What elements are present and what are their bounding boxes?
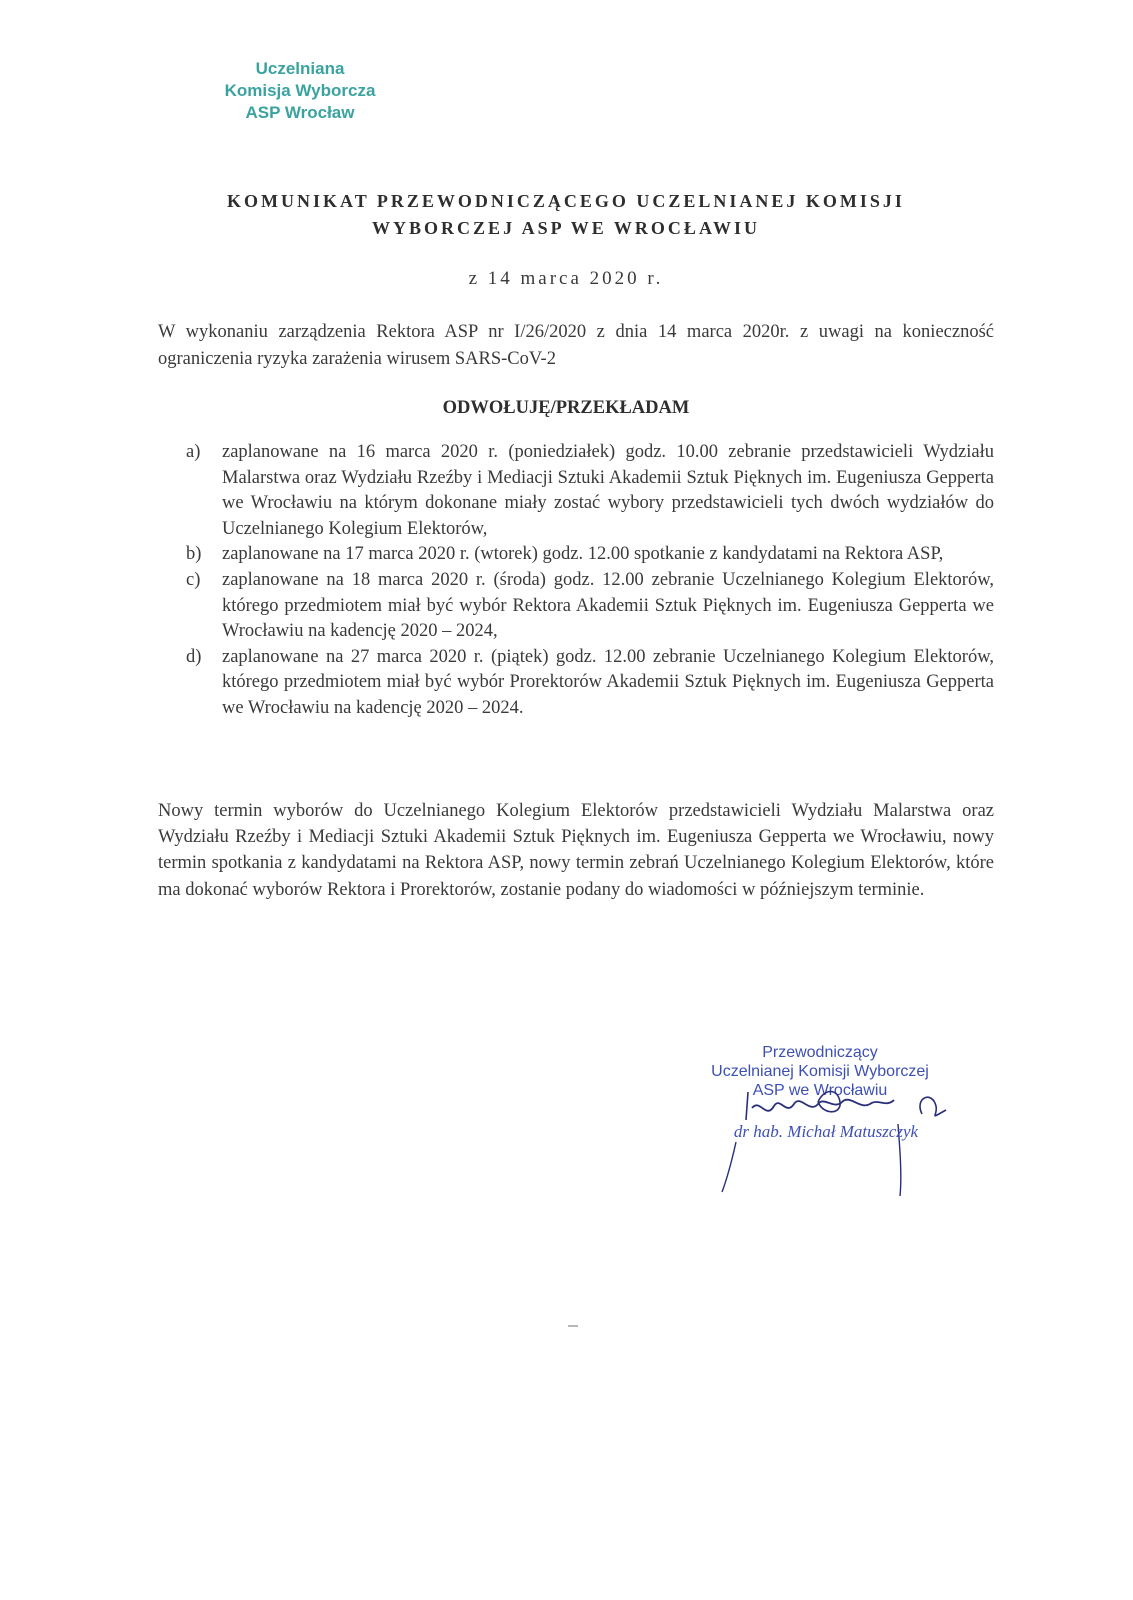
list-item: [186, 440, 994, 542]
document-title: [150, 188, 982, 242]
list-item-text: zaplanowane na 17 marca 2020 r. (wtorek) godz. 12.00 spotkanie z kandydatami na Rektora ASP,: [222, 544, 944, 565]
title-line-1: KOMUNIKAT PRZEWODNICZĄCEGO UCZELNIANEJ KOMISJI: [227, 191, 905, 211]
chairman-stamp-line-3: ASP we Wrocławiu: [752, 1082, 888, 1099]
stamp-line-3: ASP Wrocław: [245, 103, 355, 122]
closing-paragraph: Nowy termin wyborów do Uczelnianego Kolegium Elektorów przedstawicieli Wydziału Malarstwa oraz Wydziału Rzeźby i Mediacji Sztuki Akademii Sztuk Pięknych im. Eugeniusza Gepperta we Wrocławiu, nowy termin spotkania z kandydatami na Rektora ASP, nowy termin zebrań Uczelnianego Kolegium Elektorów, które ma dokonać wyborów Rektora i Prorektorów, zostanie podany do wiadomości w późniejszym terminie.: [158, 801, 994, 900]
list-item-text: zaplanowane na 16 marca 2020 r. (poniedziałek) godz. 10.00 zebranie przedstawicieli Wydziału Malarstwa oraz Wydziału Rzeźby i Mediacji Sztuki Akademii Sztuk Pięknych im. Eugeniusza Gepperta we Wrocławiu na którym dokonane miały zostać wybory przedstawicieli tych dwóch wydziałów do Uczelnianego Kolegium Elektorów,: [222, 442, 994, 539]
chairman-name: dr hab. Michał Matuszczyk: [733, 1122, 919, 1141]
stamp-line-1: Uczelniana: [255, 59, 345, 78]
stamp-line-2: Komisja Wyborcza: [224, 81, 376, 100]
list-marker: c): [186, 569, 201, 590]
list-marker: a): [186, 442, 201, 462]
chairman-stamp-line-2: Uczelnianej Komisji Wyborczej: [711, 1063, 929, 1080]
list-item-text: zaplanowane na 27 marca 2020 r. (piątek) godz. 12.00 zebranie Uczelnianego Kolegium Elektorów, którego przedmiotem miał być wybór Prorektorów Akademii Sztuk Pięknych im. Eugeniusza Gepperta we Wrocławiu na kadencję 2020 – 2024.: [222, 646, 994, 718]
action-heading: ODWOŁUJĘ/PRZEKŁADAM: [442, 398, 690, 418]
title-line-2: WYBORCZEJ ASP WE WROCŁAWIU: [372, 218, 760, 238]
list-item-text: zaplanowane na 18 marca 2020 r. (środa) godz. 12.00 zebranie Uczelnianego Kolegium Elektorów, którego przedmiotem miał być wybór Rektora Akademii Sztuk Pięknych im. Eugeniusza Gepperta we Wrocławiu na kadencję 2020 – 2024,: [222, 569, 994, 642]
chairman-stamp-line-1: Przewodniczący: [762, 1044, 878, 1061]
list-item: [186, 645, 994, 722]
list-item: [186, 568, 994, 645]
cancelled-events-list: [186, 440, 994, 722]
intro-paragraph: W wykonaniu zarządzenia Rektora ASP nr I/26/2020 z dnia 14 marca 2020r. z uwagi na konieczność ograniczenia ryzyka zarażenia wirusem SARS-CoV-2: [158, 322, 994, 369]
election-commission-stamp: [200, 58, 400, 124]
document-date: z 14 marca 2020 r.: [468, 268, 664, 289]
list-item: [186, 542, 994, 568]
scan-artifact: [568, 1325, 578, 1327]
list-marker: b): [186, 544, 202, 565]
list-marker: d): [186, 646, 202, 667]
